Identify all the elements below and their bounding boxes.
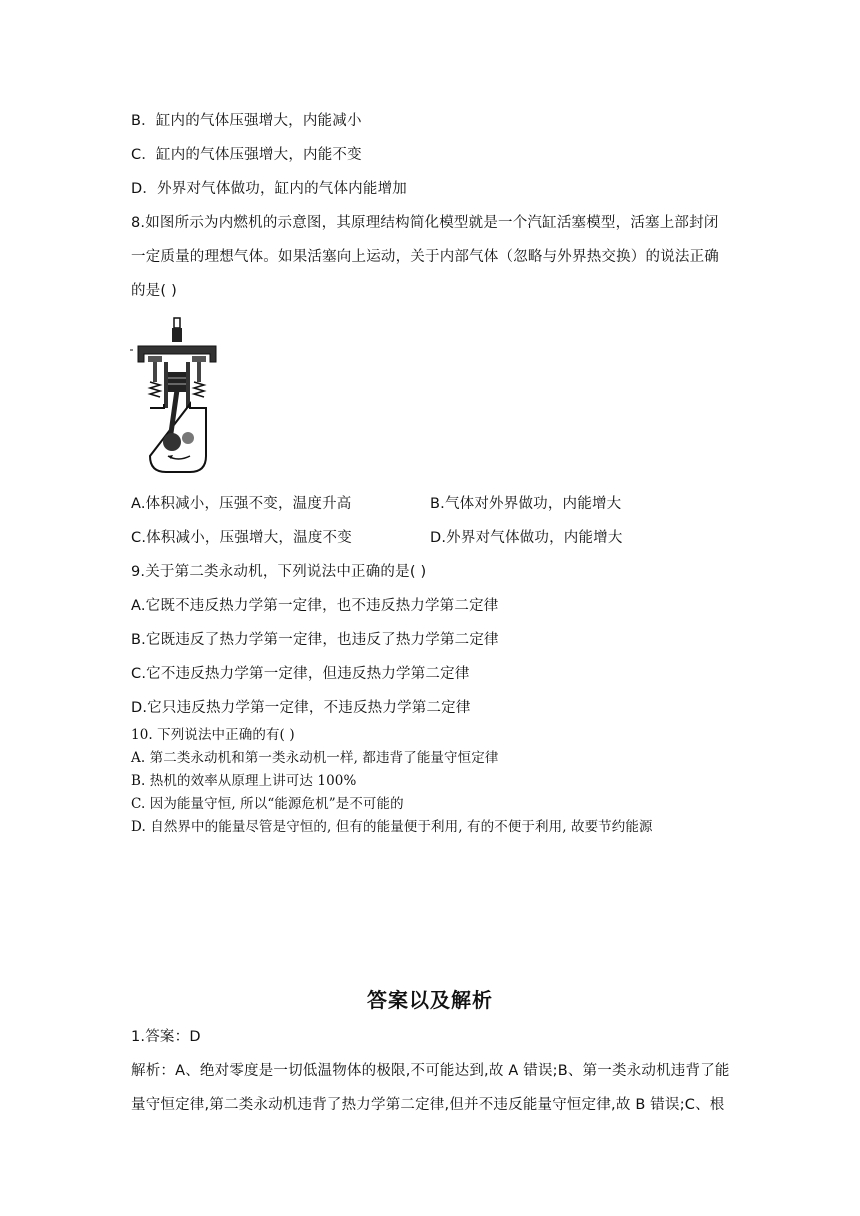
q8-option-c: C.体积减小，压强增大，温度不变 [131,530,352,546]
answer-1-explanation-line-2: 量守恒定律,第二类永动机违背了热力学第二定律,但并不违反能量守恒定律,故 B 错误;C、根 [131,1097,725,1113]
q9-option-b: B.它既违反了热力学第一定律，也违反了热力学第二定律 [131,632,499,648]
q8-stem-line-2: 一定质量的理想气体。如果活塞向上运动，关于内部气体（忽略与外界热交换）的说法正确 [131,249,719,265]
q9-option-d: D.它只违反热力学第一定律，不违反热力学第二定律 [131,700,471,716]
answer-1-explanation-line-1: 解析：A、绝对零度是一切低温物体的极限,不可能达到,故 A 错误;B、第一类永动机违背了能 [131,1063,730,1079]
q9-option-a: A.它既不违反热力学第一定律，也不违反热力学第二定律 [131,598,499,614]
q8-option-b: B.气体对外界做功，内能增大 [430,496,622,512]
q8-stem-line-3: 的是( ) [131,283,177,299]
engine-cylinder-figure [128,316,224,476]
q9-option-c: C.它不违反热力学第一定律，但违反热力学第二定律 [131,666,470,682]
q10-option-d: D. 自然界中的能量尽管是守恒的, 但有的能量便于利用, 有的不便于利用, 故要节约能源 [131,819,653,835]
q8-option-d: D.外界对气体做功，内能增大 [430,530,623,546]
q7-option-b: B．缸内的气体压强增大，内能减小 [131,113,362,129]
q7-option-d: D．外界对气体做功，缸内的气体内能增加 [131,181,407,197]
q7-option-c: C．缸内的气体压强增大，内能不变 [131,147,362,163]
q8-stem-line-1: 8.如图所示为内燃机的示意图，其原理结构简化模型就是一个汽缸活塞模型，活塞上部封闭 [131,215,719,231]
answer-1-label: 1.答案：D [131,1029,201,1045]
q10-option-c: C. 因为能量守恒, 所以“能源危机”是不可能的 [131,796,404,812]
answers-heading: 答案以及解析 [367,988,493,1012]
q9-stem: 9.关于第二类永动机，下列说法中正确的是( ) [131,564,427,580]
q10-option-a: A. 第二类永动机和第一类永动机一样, 都违背了能量守恒定律 [131,750,499,766]
q10-option-b: B. 热机的效率从原理上讲可达 100% [131,773,357,789]
q8-option-a: A.体积减小，压强不变，温度升高 [131,496,352,512]
q10-stem: 10. 下列说法中正确的有( ) [131,727,295,743]
